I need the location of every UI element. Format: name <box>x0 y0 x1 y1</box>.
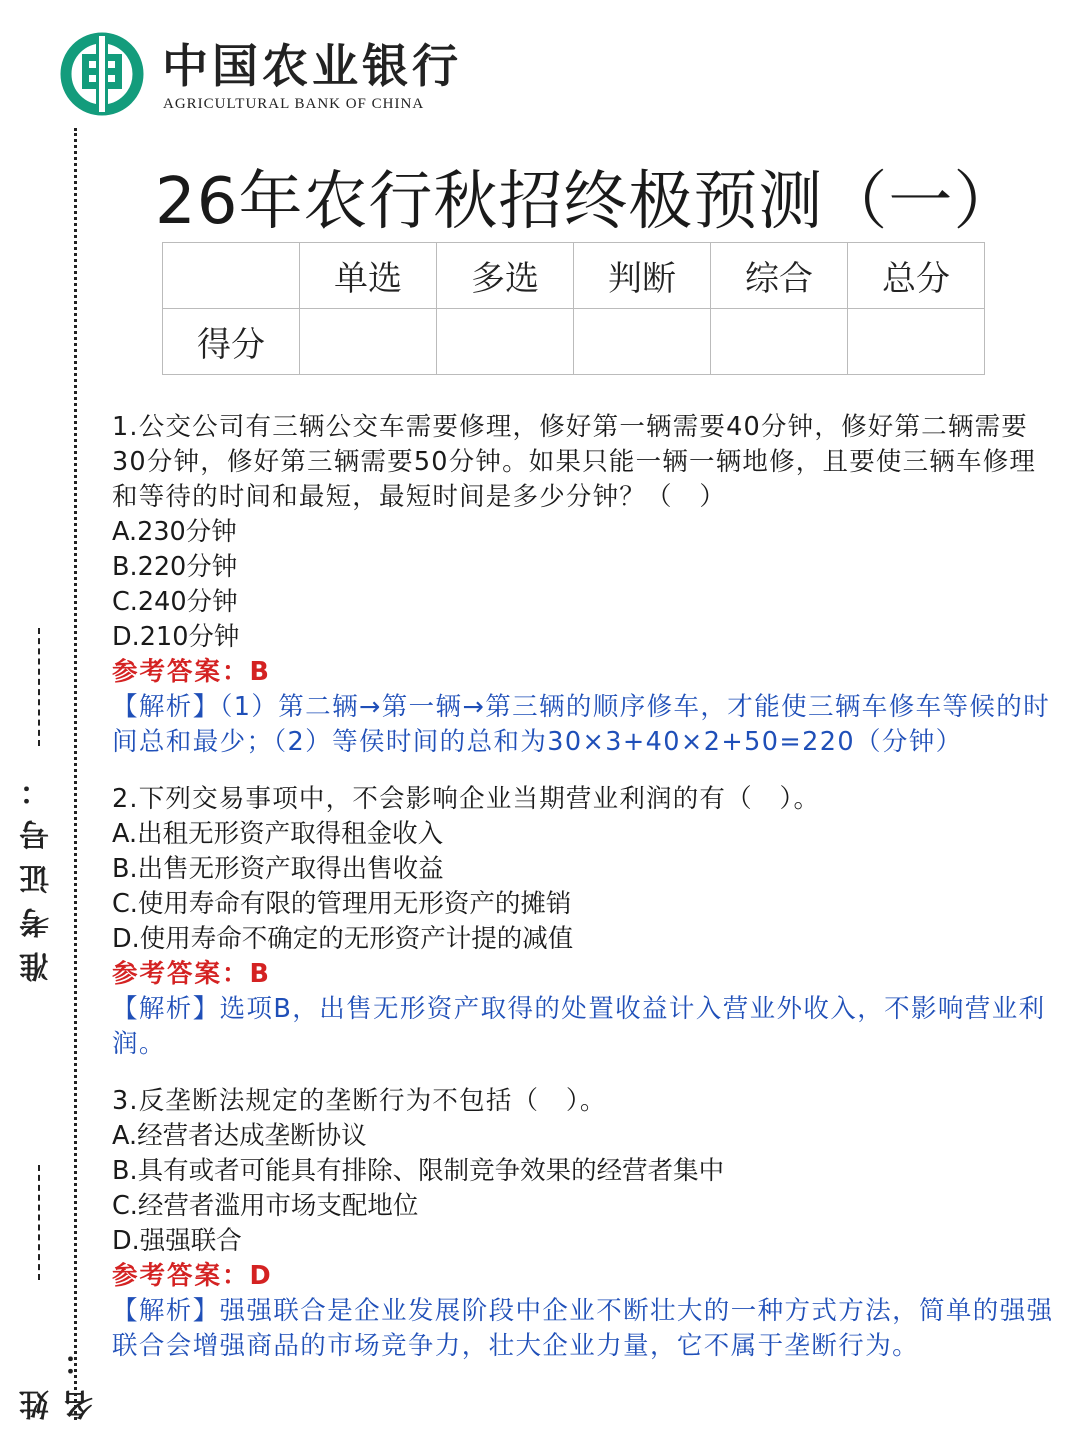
score-value-cell[interactable] <box>711 309 848 375</box>
answer-analysis: 【解析】（1）第二辆→第一辆→第三辆的顺序修车，才能使三辆车修车等候的时间总和最少；（2）等侯时间的总和为30×3+40×2+50=220（分钟） <box>112 692 1051 757</box>
option-a: A.230分钟 <box>112 517 237 547</box>
name-label-box <box>16 1290 99 1420</box>
score-header-cell: 判断 <box>574 243 711 309</box>
score-table <box>162 242 985 375</box>
score-value-cell[interactable] <box>574 309 711 375</box>
question-list <box>112 410 1062 1386</box>
question-2 <box>112 782 1062 1062</box>
reference-answer: 参考答案：B <box>112 657 271 687</box>
option-b: B.具有或者可能具有排除、限制竞争效果的经营者集中 <box>112 1156 725 1186</box>
answer-analysis: 【解析】选项B，出售无形资产取得的处置收益计入营业外收入，不影响营业利润。 <box>112 994 1046 1059</box>
question-1 <box>112 410 1062 760</box>
score-header-cell: 总分 <box>848 243 985 309</box>
name-text: 姓名： <box>20 1332 99 1420</box>
binding-dotted-line <box>74 128 77 1420</box>
page-title: 26年农行秋招终极预测（一） <box>155 165 1019 239</box>
score-table-header-row <box>163 243 985 309</box>
option-b: B.220分钟 <box>112 552 238 582</box>
name-blank[interactable] <box>38 1165 40 1280</box>
bank-logo-icon <box>60 32 144 116</box>
question-3 <box>112 1084 1062 1364</box>
score-table-value-row <box>163 309 985 375</box>
score-header-cell <box>163 243 300 309</box>
exam-id-blank[interactable] <box>38 628 40 746</box>
option-c: C.经营者滥用市场支配地位 <box>112 1191 419 1221</box>
question-stem: 2.下列交易事项中，不会影响企业当期营业利润的有（ ）。 <box>112 784 821 814</box>
option-d: D.使用寿命不确定的无形资产计提的减值 <box>112 924 574 954</box>
reference-answer: 参考答案：D <box>112 1261 273 1291</box>
question-stem: 1.公交公司有三辆公交车需要修理，修好第一辆需要40分钟，修好第二辆需要30分钟，修好第三辆需要50分钟。如果只能一辆一辆地修，且要使三辆车修理和等待的时间和最短，最短时间是多少分钟？（ ） <box>112 412 1037 512</box>
answer-analysis: 【解析】强强联合是企业发展阶段中企业不断壮大的一种方式方法，简单的强强联合会增强商品的市场竞争力，壮大企业力量，它不属于垄断行为。 <box>112 1296 1054 1361</box>
score-value-cell[interactable] <box>437 309 574 375</box>
score-value-cell[interactable] <box>848 309 985 375</box>
score-header-cell: 多选 <box>437 243 574 309</box>
score-header-cell: 单选 <box>300 243 437 309</box>
score-value-cell[interactable] <box>300 309 437 375</box>
bank-name-en: AGRICULTURAL BANK OF CHINA <box>163 96 425 112</box>
option-c: C.240分钟 <box>112 587 238 617</box>
option-d: D.210分钟 <box>112 622 240 652</box>
option-b: B.出售无形资产取得出售收益 <box>112 854 444 884</box>
option-a: A.出租无形资产取得租金收入 <box>112 819 444 849</box>
reference-answer: 参考答案：B <box>112 959 271 989</box>
bank-name-cn: 中国农业银行 <box>162 39 462 93</box>
score-header-cell: 综合 <box>711 243 848 309</box>
option-c: C.使用寿命有限的管理用无形资产的摊销 <box>112 889 572 919</box>
question-stem: 3.反垄断法规定的垄断行为不包括（ ）。 <box>112 1086 607 1116</box>
exam-id-label-box <box>16 762 64 992</box>
option-d: D.强强联合 <box>112 1226 242 1256</box>
option-a: A.经营者达成垄断协议 <box>112 1121 367 1151</box>
exam-id-text: 准考证号： <box>20 762 55 982</box>
score-row-label: 得分 <box>163 309 300 375</box>
